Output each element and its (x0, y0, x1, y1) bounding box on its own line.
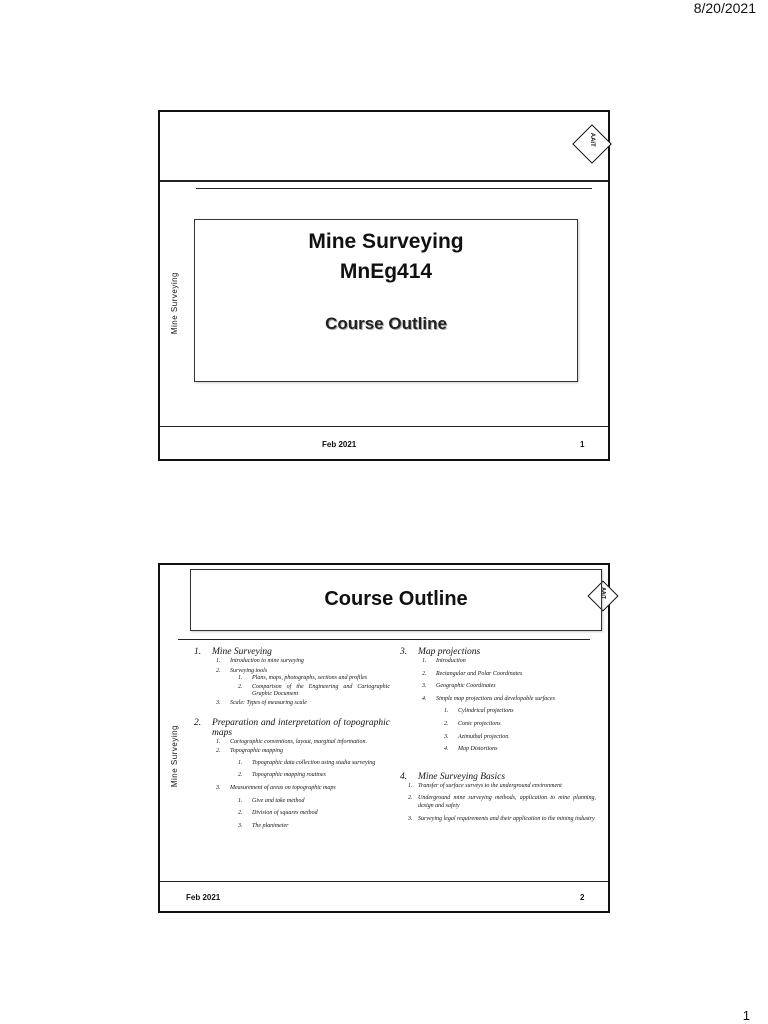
list-item: 3. Surveying legal requirements and their application to the mining industry (408, 815, 595, 822)
corner-tag-logo: AAiT (572, 124, 612, 164)
slide-title-line2: MnEg414 (339, 260, 433, 283)
footer-date: Feb 2021 (186, 893, 221, 902)
title-box (194, 219, 578, 382)
slide-2 (158, 563, 610, 913)
list-item: 3. The planimeter (238, 822, 289, 829)
header-rule (160, 180, 608, 182)
list-item: 4. Simple map projections and developable surfaces (422, 695, 555, 702)
list-item: 2. Topographic mapping (216, 748, 283, 755)
list-item: 1. Introduction (422, 658, 466, 664)
list-item: 1. Plans, maps, photographs, sections and profiles (238, 675, 368, 682)
header-rule-secondary (196, 188, 592, 189)
list-item: 4. Map Distortions (444, 746, 498, 753)
list-item: 3. Geographic Coordinates (422, 683, 496, 690)
list-item: 3. Measurement of areas on topographic maps (216, 784, 336, 791)
list-item: 2. Conic projections (444, 720, 501, 727)
footer-date: Feb 2021 (322, 440, 357, 449)
list-item: 3. Scale: Types of measuring scale (216, 699, 307, 706)
section-heading: Map projections (418, 647, 481, 657)
corner-tag-logo: AAiT (587, 580, 618, 611)
header-rule (178, 639, 590, 640)
slide-title: Course Outline (324, 588, 468, 610)
list-item: 1. Transfer of surface surveys to the underground environment (408, 782, 562, 789)
section-heading: Preparation and interpretation of topographic maps (212, 717, 390, 738)
section-heading: Mine Surveying Basics (418, 771, 506, 782)
slide-number: 2 (580, 893, 585, 902)
page-number: 1 (742, 1008, 750, 1023)
slide-title-line1: Mine Surveying (308, 230, 464, 253)
section-heading: Mine Surveying (212, 647, 272, 657)
slide-subtitle: Course Outline (325, 314, 447, 333)
list-item: 2. Topographic mapping routines (238, 772, 326, 779)
list-item: 1. Give and take method (238, 797, 305, 804)
slide-number: 1 (580, 440, 585, 449)
side-label: Mine Surveying (170, 725, 179, 788)
list-item: 2. Underground mine surveying methods, application to mine planning, design and safety (408, 795, 596, 809)
list-item: 2. Division of squares method (238, 810, 318, 817)
list-item: 1. Cylindrical projections (444, 708, 514, 715)
list-item: 1. Topographic data collection using stadia surveying (238, 759, 376, 766)
print-date: 8/20/2021 (693, 0, 756, 16)
left-column: 1. Mine Surveying 1. Introduction to mine surveying 2. Surveying tools 1. Plans, maps, photographs, sections and profiles 2. Comparison of the Engineering and Cartographic Graphic Document 3. Scale: Types of measuring scale 2. Preparation and interpretation of topographic maps 1. Cartographic conventions, layout, marginal information. 2. Topographic mapping 1. Topographic data collection using stadia surveying 2. Topographic mapping routines 3. Measurement of areas on topographic maps 1. Give and take method 2. Division of squares method 3. The planimeter (194, 647, 390, 829)
footer-rule (160, 426, 608, 427)
right-column: 3. Map projections 1. Introduction 2. Rectangular and Polar Coordinates 3. Geographic Coordinates 4. Simple map projections and developable surfaces 1. Cylindrical projections 2. Conic projections 3. Azimuthal projection. 4. Map Distortions 4. Mine Surveying Basics 1. Transfer of surface surveys to the underground environment 2. Underground mine surveying methods, application to mine planning, design and safety 3. Surveying legal requirements and their application to the mining industry (400, 647, 596, 822)
list-item: 1. Cartographic conventions, layout, marginal information. (216, 738, 367, 745)
title-box (190, 569, 602, 631)
slide-1 (158, 110, 610, 461)
list-item: 1. Introduction to mine surveying (216, 658, 304, 664)
list-item: 2. Comparison of the Engineering and Cartographic Graphic Document (238, 683, 390, 698)
list-item: 2. Surveying tools (216, 667, 268, 674)
list-item: 3. Azimuthal projection. (444, 733, 510, 740)
side-label: Mine Surveying (170, 272, 179, 335)
list-item: 2. Rectangular and Polar Coordinates (422, 670, 523, 677)
footer-rule (160, 881, 608, 882)
